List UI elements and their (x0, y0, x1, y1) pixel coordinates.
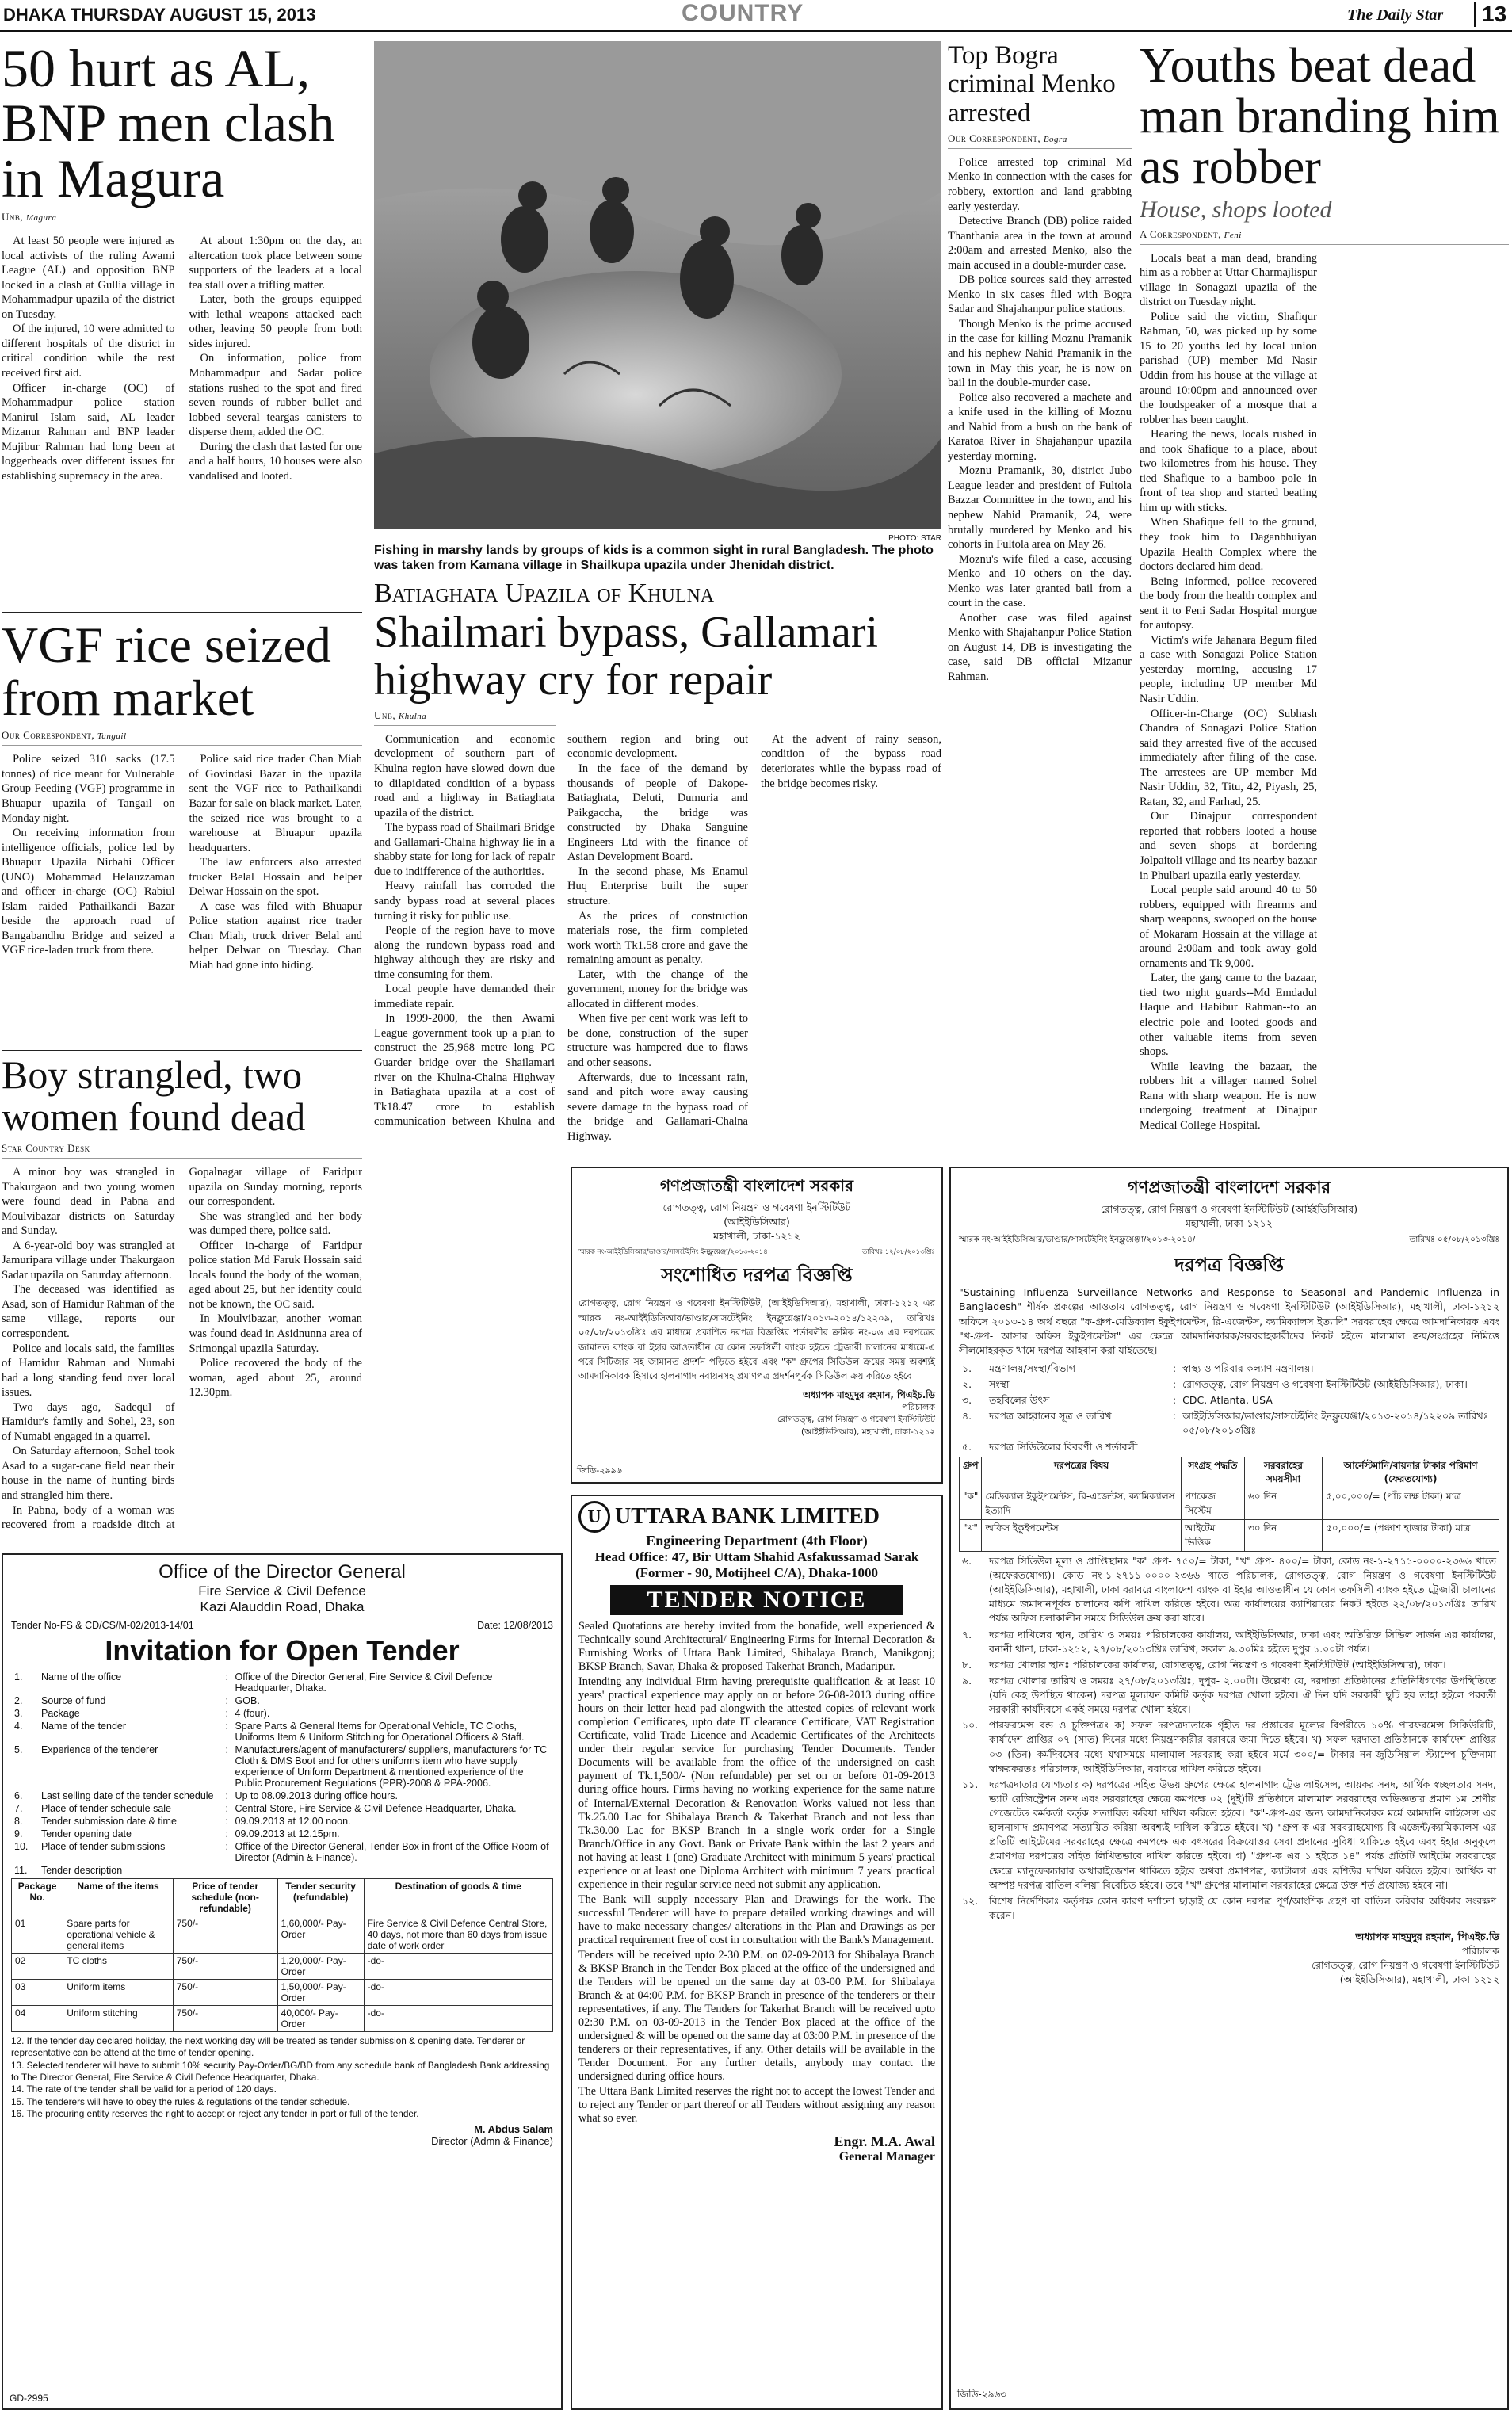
ad-address: মহাখালী, ঢাকা-১২১২ (1186, 1217, 1273, 1230)
detail-row-cell: তহবিলের উৎস (989, 1394, 1050, 1407)
ad-govt: গণপ্রজাতন্ত্রী বাংলাদেশ সরকার (1127, 1178, 1331, 1197)
table-cell: 1,60,000/- Pay-Order (277, 1916, 364, 1954)
detail-row-cell (223, 1864, 232, 1877)
term-row (959, 1777, 1499, 1893)
table-cell: 40,000/- Pay-Order (277, 2006, 364, 2032)
notice-title: Invitation for Open Tender (105, 1634, 460, 1667)
detail-row-cell: 6. (14, 1790, 23, 1801)
notice-table (959, 1457, 1499, 1552)
ad-iedcr-corrigendum (571, 1167, 943, 1484)
article-body: Communication and economic development of southern part of Khulna region have slowed down due to dilapidated condition of a bypass road and a highway in Batiaghata upazila of the district. The bypass road of Shailmari Bridge and Gallamari-Chalna highway lie in a shabby state for long for lack of repair due to indifference of the authorities. Heavy rainfall has corroded the sandy bypass road at several places turning it risky for public use. People of the region have to move along the rundown bypass road and highway although they are risky and time consuming for them. Local people have demanded their immediate repair. In 1999-2000, the then Awami League government took up a plan to construct the 25,968 metre long PC Guarder bridge over the Shailamari river on the Khulna-Chalna Highway in Batiaghata upazila at a cost of Tk18.47 crore to establish communication between Khulna and southern region and bring out economic development. In the face of the demand by thousands of people of Dakope-Batiaghata, Deluti, Dumuria and Paikgaccha, the bridge was constructed by Dhaka Sanguine Engineers Ltd with the finance of Asian Development Board. In the second phase, Ms Enamul Huq Enterprise built the super structure. As the prices of construction materials rose, the firm completed work worth Tk1.58 crore and gave the remaining amount as penalty. Later, with the change of the government, money for the bridge was allocated in different modes. When five per cent work was left to be done, construction of the super structure was hampered due to flaws and other seasons. Afterwards, due to incessant rain, sand and pitch wore away causing severe damage to the bypass road of the bridge and Gallamari-Chalna Highway. At the advent of rainy season, condition of the bypass road deteriorates while the bypass road of the bridge becomes risky. (374, 732, 941, 1143)
detail-row-cell: দরপত্র আহ্বানের সূত্র ও তারিখ (989, 1410, 1112, 1423)
signatory-title: পরিচালক (902, 1402, 935, 1413)
tender-date: Date: 12/08/2013 (477, 1620, 553, 1631)
detail-row-cell: 4 (four). (235, 1708, 270, 1719)
byline: Our Correspondent, Bogra (948, 132, 1132, 149)
tender-note: 14. The rate of the tender shall be valid for a period of 120 days. (11, 2084, 277, 2095)
table-cell: মেডিক্যাল ইকুইপমেন্টস, রি-এজেন্টস, ক্যামিক্যালস ইত্যাদি (982, 1488, 1182, 1520)
detail-row-cell: Manufacturers/agent of manufacturers/ suppliers, manufacturers for TC Cloth & DMS Boot and for others uniforms item who have supply experience of Uniform Department & mentioned experience of the Public Procurement Regulations (PPR)-2008 & PPA-2006. (235, 1744, 548, 1789)
gd-code: GD-2995 (10, 2393, 48, 2404)
masthead (0, 0, 1512, 32)
article-body: At least 50 people were injured as local activists of the ruling Awami League (AL) and opposition BNP locked in a clash at Gullia village in Mohammadpur upazila of the district on Tuesday. Of the injured, 10 were admitted to different hospitals of the district in critical condition while the rest received first aid. Officer in-charge (OC) of Mohammadpur police station Manirul Islam said, AL leader Mizanur Rahman and BNP leader Mujibur Rahman had long been at loggerheads over different issues for establishing supremacy in the area. At about 1:30pm on the day, an altercation took place between some supporters of the leaders at a local tea stall over a trifling matter. Later, both the groups equipped with lethal weapons attacked each other, leaving 50 people from both sides injured. On information, police from Mohammadpur and Sadar police stations rushed to the spot and fired seven rounds of rubber bullet and lobbed several teargas canisters to disperse them, added the OC. During the clash that lasted for one and a half hours, 10 houses were also vandalised and looted. (2, 235, 362, 483)
detail-row-cell (232, 1864, 553, 1877)
memo-date: তারিখঃ ১২/০৮/২০১৩খ্রিঃ (862, 1248, 935, 1257)
gd-code: জিডি-২৯৯৬ (577, 1465, 622, 1476)
table-header: Price of tender schedule (non-refundable) (173, 1879, 277, 1916)
detail-row-cell: : (1172, 1362, 1177, 1374)
detail-row-cell: Tender opening date (41, 1828, 132, 1839)
detail-row-cell: Experience of the tenderer (41, 1744, 158, 1755)
table-row (12, 1954, 553, 1980)
bank-address: Head Office: 47, Bir Uttam Shahid Asfakussamad Sarak (Former - 90, Motijheel C/A), Dhaka-1000 (594, 1549, 919, 1580)
memo-date: তারিখঃ ০৫/০৮/২০১৩খ্রিঃ (1409, 1235, 1499, 1245)
dept-name: Fire Service & Civil Defence (198, 1583, 366, 1599)
table-row (12, 1980, 553, 2006)
table-cell: 03 (12, 1980, 63, 2006)
term-row (959, 1553, 1499, 1627)
term-text: দরপত্র খোলার স্থানঃ পরিচালকের কার্যালয়, রোগতত্ত্ব, রোগ নিয়ন্ত্রণ ও গবেষণা ইনস্টিটিউট (আইইডিসিআর), ঢাকা। (989, 1658, 1446, 1671)
table-cell: আইটেম ভিত্তিক (1182, 1520, 1245, 1552)
term-text: বিশেষ নির্দেশিকাঃ কর্তৃপক্ষ কোন কারণ দর্শানো ছাড়াই যে কোন দরপত্র পূর্ণ/আংশিক গ্রহণ বা বাতিল করিবার অধিকার সংরক্ষণ করেন। (989, 1894, 1496, 1921)
table-cell: 750/- (173, 1980, 277, 2006)
term-number: ১০. (962, 1719, 979, 1732)
detail-row (11, 1694, 553, 1707)
byline: Star Country Desk (2, 1142, 362, 1159)
detail-row (11, 1828, 553, 1840)
tender-note: 16. The procuring entity reserves the right to accept or reject any tender in part or full of the tender. (11, 2107, 419, 2119)
table-row (12, 1916, 553, 1954)
article-menko (948, 41, 1132, 1159)
term-text: দরপত্র সিডিউল মূল্য ও প্রাপ্তিস্থানঃ "ক" গ্রুপ- ৭৫০/= টাকা, "খ" গ্রুপ- ৪০০/= টাকা, কোড নং-১-২৭১১-০০০০-২৩৬৬ খাতে (অফেরতযোগ্য)। কোড নং-১-২৭১১-০০০০-২৩৬৬ খাতে পরিচালক, রোগতত্ত্ব, রোগ নিয়ন্ত্রণ ও গবেষণা ইনস্টিটিউট (আইইডিসিআর), মহাখালী, ঢাকা বরাবরে বাংলাদেশ ব্যাংক বা ইহার আওতাধীন যে কোন তফসিলী ব্যাংক হইতে ট্রেজারী চালানের মাধ্যমে জমাদানপূর্বক চালানের কপি দাখিল করিতে হইবে। অত্র কার্যালয়ের ক্যাশিয়ারের নিকট হইতে ২২/০৮/২০১৩খ্রিঃ তারিখ পর্যন্ত অফিস চলাকালীন সময়ে সিডিউল ক্রয় করা যাবে। (989, 1554, 1496, 1625)
ad-institute-abbr: (আইইডিসিআর) (724, 1216, 790, 1228)
bank-logo-icon: U (578, 1501, 610, 1533)
term-row (959, 1657, 1499, 1673)
headline: VGF rice seized from market (2, 618, 331, 727)
byline: Unb, Khulna (374, 709, 556, 726)
signatory-address: (আইইডিসিআর), মহাখালী, ঢাকা-১২১২ (1339, 1973, 1499, 1986)
article-khulna (374, 579, 941, 1149)
signatory: M. Abdus Salam (474, 2123, 553, 2136)
term-number: ৬. (962, 1554, 972, 1567)
signatory-office: রোগতত্ত্ব, রোগ নিয়ন্ত্রণ ও গবেষণা ইনস্টিটিউট (1312, 1959, 1499, 1972)
signatory-office: রোগতত্ত্ব, রোগ নিয়ন্ত্রণ ও গবেষণা ইনস্টিটিউট (777, 1415, 935, 1425)
notice-title: TENDER NOTICE (610, 1585, 903, 1615)
detail-row (959, 1408, 1499, 1438)
headline: 50 hurt as AL, BNP men clash in Magura (2, 41, 335, 208)
table-cell: ৬০ দিন (1244, 1488, 1322, 1520)
term-number: ৮. (962, 1658, 972, 1671)
table-cell: 01 (12, 1916, 63, 1954)
memo-ref: স্মারক নং-আইইডিসিআর/ভাণ্ডার/সাসটেইনিং ইনফ্লুয়েঞ্জা/২০১৩-২০১৪/ (959, 1235, 1196, 1245)
section-name: COUNTRY (682, 0, 804, 26)
byline: Our Correspondent, Tangail (2, 729, 362, 746)
detail-row (959, 1439, 1499, 1455)
byline: Unb, Magura (2, 211, 362, 227)
office-address: Kazi Alauddin Road, Dhaka (200, 1599, 365, 1614)
detail-row-cell: : (225, 1671, 229, 1683)
term-number: ৭. (962, 1628, 972, 1641)
memo-ref: স্মারক নং-আইইডিসিআর/ভাণ্ডার/সাসটেইনিং ইনফ্লুয়েঞ্জা/২০১৩-২০১৪ (578, 1248, 768, 1257)
detail-row-cell: : (225, 1721, 229, 1732)
ad-institute: রোগতত্ত্ব, রোগ নিয়ন্ত্রণ ও গবেষণা ইনস্টিটিউট (আইইডিসিআর) (1100, 1203, 1358, 1215)
bank-dept: Engineering Department (4th Floor) (646, 1533, 868, 1549)
detail-row-cell: : (1172, 1378, 1177, 1390)
tender-number: Tender No-FS & CD/CS/M-02/2013-14/01 (11, 1620, 194, 1631)
detail-row-cell: 8. (14, 1816, 23, 1827)
detail-row-cell: GOB. (235, 1695, 260, 1706)
detail-row (11, 1744, 553, 1789)
detail-row-cell: Package (41, 1708, 80, 1719)
detail-row-cell: Name of the office (41, 1671, 122, 1683)
tender-details (11, 1671, 553, 1877)
detail-row (11, 1840, 553, 1864)
table-cell: ৩০ দিন (1244, 1520, 1322, 1552)
ad-fire-service (2, 1553, 563, 2410)
detail-row-cell: আইইডিসিআর/ভাণ্ডার/সাসটেইনিং ইনফ্লুয়েঞ্জা/২০১৩-২০১৪/১২২০৯ তারিখঃ ০৫/০৮/২০১৩খ্রিঃ (1182, 1410, 1489, 1437)
byline: A Correspondent, Feni (1140, 228, 1509, 245)
detail-row-cell: : (225, 1790, 229, 1801)
detail-row-cell: : (225, 1695, 229, 1706)
detail-row-cell: Office of the Director General, Fire Service & Civil Defence Headquarter, Dhaka. (235, 1671, 493, 1694)
ad-institute: রোগতত্ত্ব, রোগ নিয়ন্ত্রণ ও গবেষণা ইনস্টিটিউট (662, 1201, 851, 1213)
term-number: ১১. (962, 1778, 979, 1790)
table-cell: Spare parts for operational vehicle & general items (63, 1916, 173, 1954)
detail-row-cell: : (225, 1816, 229, 1827)
table-cell: 750/- (173, 1916, 277, 1954)
detail-row-cell: Source of fund (41, 1695, 106, 1706)
detail-row-cell: Office of the Director General, Tender Box in-front of the Office Room of Director (Admin & Finance). (235, 1841, 549, 1863)
table-header: সরবরাহের সময়সীমা (1244, 1457, 1322, 1488)
bank-name: UTTARA BANK LIMITED (615, 1504, 880, 1529)
table-header: সংগ্রহ পদ্ধতি (1182, 1457, 1245, 1488)
detail-row-cell: ৩. (962, 1394, 972, 1407)
table-cell: Uniform stitching (63, 2006, 173, 2032)
signatory-address: (আইইডিসিআর), মহাখালী, ঢাকা-১২১২ (800, 1427, 935, 1437)
term-text: পারফরমেন্স বন্ড ও চুক্তিপত্রঃ ক) সফল দরপত্রদাতাকে গৃহীত দর প্রস্তাবের মূল্যের বিপরীতে ১০% পারফরমেন্স সিকিউরিটি, কার্যাদেশ প্রাপ্তির ০৭ (সাত) দিনের মধ্যে নিয়ন্ত্রণকারীর বরাবরে জমা দিতে হইবে। খ) সফল দরদাতা প্রতিষ্ঠানকে কার্যাদেশ প্রাপ্তির ০৩ (তিন) কর্মদিবসের মধ্যে যথাসময়ে মালামাল সরবরাহ করা হইবে মর্মে ৩০০/= টাকার নন-জুডিসিয়াল স্ট্যাম্পে চুক্তিনামা স্বাক্ষরকরতঃ পরিচালক, আইইডিসিআর, বরাবরে দাখিল করিতে হইবে। (989, 1719, 1496, 1774)
table-row (960, 1520, 1499, 1552)
table-header: Tender security (refundable) (277, 1879, 364, 1916)
term-row (959, 1717, 1499, 1777)
tender-notes (11, 2035, 553, 2120)
detail-row (11, 1815, 553, 1828)
detail-row-cell: স্বাস্থ্য ও পরিবার কল্যাণ মন্ত্রণালয়। (1182, 1362, 1314, 1374)
subheadline: House, shops looted (1140, 196, 1332, 223)
detail-row-cell: দরপত্র সিডিউলের বিবরণী ও শর্তাবলী (989, 1440, 1138, 1453)
article-magura (2, 41, 362, 612)
detail-row-cell: Place of tender schedule sale (41, 1803, 171, 1814)
detail-row-cell: 9. (14, 1828, 23, 1839)
table-cell: -do- (364, 1954, 552, 1980)
table-header: Name of the items (63, 1879, 173, 1916)
table-cell: 02 (12, 1954, 63, 1980)
signatory-title: পরিচালক (1461, 1945, 1499, 1958)
detail-row-cell: Tender submission date & time (41, 1816, 177, 1827)
detail-row-cell: Place of tender submissions (41, 1841, 166, 1852)
table-cell: 04 (12, 2006, 63, 2032)
table-cell: "খ" (960, 1520, 982, 1552)
detail-row (11, 1671, 553, 1694)
detail-row (959, 1377, 1499, 1392)
table-cell: ৫,০০,০০০/= (পাঁচ লক্ষ টাকা) মাত্র (1323, 1488, 1499, 1520)
table-header: দরপত্রের বিষয় (982, 1457, 1182, 1488)
signatory: অধ্যাপক মাহমুদুর রহমান, পিএইচ.ডি (1355, 1931, 1499, 1943)
table-cell: প্যাকেজ সিস্টেম (1182, 1488, 1245, 1520)
detail-row-cell: Central Store, Fire Service & Civil Defence Headquarter, Dhaka. (235, 1803, 517, 1814)
detail-row-cell: ২. (962, 1378, 972, 1390)
page-number: 13 (1474, 2, 1506, 27)
tender-note: 15. The tenderers will have to obey the rules & regulations of the tender schedule. (11, 2095, 350, 2107)
ad-govt: গণপ্রজাতন্ত্রী বাংলাদেশ সরকার (660, 1176, 853, 1195)
kicker: Batiaghata Upazila of Khulna (374, 579, 715, 608)
article-body: Police seized 310 sacks (17.5 tonnes) of rice meant for Vulnerable Group Feeding (VGF) programme in Bhuapur upazila of Tangail on Monday night. On receiving information from intelligence officials, police led by Bhuapur Upazila Nirbahi Officer (UNO) Mohammad Helauzzaman and officer in-charge (OC) Rabiul Islam raided Pathailkandi Bazar beside the approach road of Bangabandhu Bridge and seized a VGF rice-laden truck from there. Police said rice trader Chan Miah of Govindasi Bazar in the upazila sent the VGF rice to Pathailkandi Bazar for sale on black market. Later, the seized rice was brought to a warehouse at Bhuapur upazila headquarters. The law enforcers also arrested trucker Belal Hossain and helper Delwar Hossain on the spot. A case was filed with Bhuapur Police station against rice trader Chan Miah, truck driver Belal and helper Delwar on Tuesday. Chan Miah had gone into hiding. (2, 753, 362, 972)
table-cell: Fire Service & Civil Defence Central Store, 40 days, not more than 60 days from issue date of work order (364, 1916, 552, 1954)
detail-row-cell: : (225, 1744, 229, 1755)
detail-row-cell: : (1172, 1410, 1177, 1423)
table-header: Destination of goods & time (364, 1879, 552, 1916)
detail-row-cell: 10. (14, 1841, 29, 1852)
term-text: দরপত্র দাখিলের স্থান, তারিখ ও সময়ঃ পরিচালকের কার্যালয়, আইইডিসিআর, ঢাকা এবং অতিরিক্ত সিভিল সার্জন এর কার্যালয়, বনানী থানা, ঢাকা-১২১২, ২৭/০৮/২০১৩খ্রিঃ তারিখ, সকাল ৯.৩০মিঃ হইতে দুপুর ১.০০টা পর্যন্ত। (989, 1628, 1496, 1655)
detail-row (11, 1789, 553, 1802)
article-body: Police arrested top criminal Md Menko in connection with the cases for robbery, extortion and land grabbing early yesterday. Detective Branch (DB) police raided Thanthania area in the town at around 2:00am and arrested Menko, also the main accused in a double-murder case. DB police sources said they arrested Menko in six cases filed with Bogra Sadar and Shajahanpur police stations. Though Menko is the prime accused in the case for killing Moznu Pramanik and his nephew Nahid Pramanik in the town in May this year, he is now on bail in the double-murder case. Police also recovered a machete and a knife used in the killing of Moznu and Nahid from a bush on the bank of Karatoa River in Shajahanpur upazila yesterday morning. Moznu Pramanik, 30, district Jubo League leader and president of Fultola Bazzar Committee in the town, and his nephew Nahid Pramanik, 24, were brutally murdered by Menko and his cohorts in Fultola area on May 26. Moznu's wife filed a case, accusing Menko and 10 others on the day. Menko was later granted bail from a court in the case. Another case was filed against Menko with Shajahanpur Police Station on August 14, DB is investigating the case, said DB official Mizanur Rahman. (948, 155, 1132, 684)
term-row (959, 1627, 1499, 1657)
detail-row-cell: : (1172, 1394, 1177, 1407)
detail-row (11, 1864, 553, 1877)
detail-row-cell: 09.09.2013 at 12.15pm. (235, 1828, 340, 1839)
news-photo (374, 41, 941, 576)
notice-details (959, 1361, 1499, 1455)
table-cell: "ক" (960, 1488, 982, 1520)
detail-row-cell: Up to 08.09.2013 during office hours. (235, 1790, 399, 1801)
ad-uttara-bank (571, 1495, 943, 2410)
table-cell: 1,20,000/- Pay-Order (277, 1954, 364, 1980)
detail-row-cell: ৫. (962, 1440, 972, 1453)
table-header: আর্নেস্টমানি/বায়নার টাকার পরিমাণ (ফেরতযোগ্য) (1323, 1457, 1499, 1488)
detail-row-cell: 09.09.2013 at 12.00 noon. (235, 1816, 351, 1827)
table-cell: 750/- (173, 2006, 277, 2032)
article-feni (1140, 41, 1509, 1159)
table-cell: অফিস ইকুইপমেন্টস (982, 1520, 1182, 1552)
signatory-title: Director (Admn & Finance) (431, 2135, 553, 2148)
article-strangled (2, 1054, 362, 1545)
detail-row-cell: Name of the tender (41, 1721, 127, 1732)
detail-row-cell: : (225, 1828, 229, 1839)
signatory-title: General Manager (838, 2150, 935, 2164)
table-cell: TC cloths (63, 1954, 173, 1980)
detail-row-cell: : (225, 1803, 229, 1814)
notice-title: দরপত্র বিজ্ঞপ্তি (1174, 1254, 1284, 1277)
table-cell: -do- (364, 2006, 552, 2032)
detail-row-cell: Tender description (41, 1865, 123, 1876)
table-cell: -do- (364, 1980, 552, 2006)
office-name: Office of the Director General (158, 1561, 406, 1583)
tender-note: 12. If the tender day declared holiday, the next working day will be treated as tender submission & opening date. Tenderer or representative can be attend at the time of tender opening. (11, 2035, 525, 2059)
detail-row-cell: সংস্থা (989, 1378, 1010, 1390)
detail-row-cell: 5. (14, 1744, 23, 1755)
headline: Shailmari bypass, Gallamari highway cry for repair (374, 608, 879, 705)
dateline: DHAKA THURSDAY AUGUST 15, 2013 (3, 5, 316, 25)
detail-row (959, 1392, 1499, 1408)
detail-row-cell: Spare Parts & General Items for Operational Vehicle, TC Cloths, Uniforms Item & Uniform Stitching for Operational Officers & Staff. (235, 1721, 525, 1743)
detail-row-cell: মন্ত্রণালয়/সংস্থা/বিভাগ (989, 1362, 1076, 1374)
ad-iedcr-tender (949, 1167, 1509, 2410)
article-body: A minor boy was strangled in Thakurgaon and two young women were found dead in Pabna and Moulvibazar districts on Saturday and Sunday. A 6-year-old boy was strangled at Jamuripara village under Thakurgaon Sadar upazila on Saturday afternoon. The deceased was identified as Asad, son of Hamidur Rahman of the same village, reports our correspondent. Police and locals said, the families of Hamidur Rahman and Numabi had a long standing feud over local issues. Two days ago, Sadequl of Hamidur's family and Sohel, 23, son of Numabi engaged in a quarrel. On Saturday afternoon, Sohel took Asad to a sugar-cane field near their house in the name of hunting birds and strangled him there. In Pabna, body of a woman was recovered from a roadside ditch at Gopalnagar village of Faridpur upazila on Sunday morning, reports our correspondent. She was strangled and her body was dumped there, police said. Officer in-charge of Faridpur police station Md Faruk Hossain said locals found the body of the woman, aged about 25, but her identity could not be known, the OC said. In Moulvibazar, another woman was found dead in Asidnunna area of Srimongal upazila Saturday. Police recovered the body of the woman, aged about 25, around 12.30pm. (2, 1166, 362, 1532)
table-header: গ্রুপ (960, 1457, 982, 1488)
detail-row (11, 1720, 553, 1744)
table-cell: Uniform items (63, 1980, 173, 2006)
detail-row-cell (1170, 1439, 1179, 1455)
table-row (960, 1488, 1499, 1520)
term-text: দরপত্র খোলার তারিখ ও সময়ঃ ২৭/০৮/২০১৩খ্রিঃ, দুপুর- ২.০০টা। উল্লেখ্য যে, দরদাতা প্রতিষ্ঠানের প্রতিনিধিগণের উপস্থিতিতে (যদি কেহ উপস্থিত থাকেন) দরপত্র মূল্যায়ন কমিটি কর্তৃক দরপত্র খোলা হইবে। ঐ দিন যদি সরকারী ছুটি হয় তাহা হইলে পরবর্তী সরকারী কার্যদিবসে একই সময়ে দরপত্র খোলা হইবে। (989, 1674, 1496, 1716)
detail-row-cell (1179, 1439, 1499, 1455)
table-cell: ৫০,০০০/= (পঞ্চাশ হাজার টাকা) মাত্র (1323, 1520, 1499, 1552)
notice-terms (959, 1553, 1499, 1923)
tender-table (11, 1878, 553, 2032)
signatory: অধ্যাপক মাহমুদুর রহমান, পিএইচ.ডি (803, 1388, 935, 1400)
detail-row (11, 1802, 553, 1815)
notice-title: সংশোধিত দরপত্র বিজ্ঞপ্তি (661, 1264, 853, 1287)
detail-row-cell: 11. (14, 1865, 28, 1876)
term-row (959, 1673, 1499, 1717)
detail-row-cell: ১. (962, 1362, 972, 1374)
table-cell: 1,50,000/- Pay-Order (277, 1980, 364, 2006)
table-header: Package No. (12, 1879, 63, 1916)
headline: Boy strangled, two women found dead (2, 1054, 306, 1139)
photo-caption: Fishing in marshy lands by groups of kids is a common sight in rural Bangladesh. The photo was taken from Kamana village in Shailkupa upazila under Jhenidah district. (374, 544, 934, 573)
detail-row-cell: Last selling date of the tender schedule (41, 1790, 214, 1801)
detail-row-cell: 3. (14, 1708, 23, 1719)
term-text: দরপত্রদাতার যোগ্যতাঃ ক) দরপত্রের সহিত উভয় গ্রুপের ক্ষেত্রে হালনাগাদ ট্রেড লাইসেন্স, আয়কর সনদ, আর্থিক স্বচ্ছলতার সনদ, ভ্যাট রেজিস্ট্রেশন সনদ এবং সরবরাহের ক্ষেত্রে কমপক্ষে ০২ (দুই)টি প্রতিষ্ঠানে মালামাল সরবরাহের অভিজ্ঞতার প্রমাণ ১ম শ্রেণীর গেজেটেড কর্মকর্তা কর্তৃক সত্যায়িত করিয়া দাখিল করিতে হইবে। "ক"-গ্রুপ-এর জন্য আমদানিকারক মর্মে আমদানি লাইসেন্স এর হালনাগাদ প্রমাণপত্র সত্যায়িত করিয়া অবশ্যই দাখিল করিতে হইবে। খ) "গ্রুপ-ক-এর সরবরাহযোগ্য রি-এজেন্ট/ক্যামিক্যালস এর প্রতিটি আইটেমের সরবরাহের ক্ষেত্রে কমপক্ষে এক বৎসরের বিক্রয়োত্তর সেবা প্রদানের সুবিধা থাকিতে হইবে এবং ইহার অনুকূলে প্রমাণপত্র দরপত্রের সহিত লিখিতভাবে দাখিল করিতে হইবে। গ) "গ্রুপ-ক এর ১ হইতে ১৪" পর্যন্ত প্রতিটি আইটেম সরবরাহের ক্ষেত্রে ম্যানুফেকচারার অথারাইজেশন থাকিতে হইবে অথবা প্রমাণপত্র, ক্যাটালগ এবং ব্রশিউর দাখিল করিতে হইবে। আর্থিক বা অস্পষ্ট দরপত্র বাতিল বলিয়া বিবেচিত হইবে। তবে "খ" গ্রুপের মালামাল সরবরাহের ক্ষেত্রে উক্ত শর্ত প্রযোজ্য হইবে না। (989, 1778, 1496, 1891)
tender-note: 13. Selected tenderer will have to submit 10% security Pay-Order/BG/BD from any schedule bank of Bangladesh Bank addressing to The Director General, Fire Service & Civil Defence Headquarter, Dhaka. (11, 2059, 550, 2083)
headline: Youths beat dead man branding him as robber (1140, 41, 1500, 194)
article-body: Locals beat a man dead, branding him as a robber at Uttar Charmajlispur village in Sonagazi upazila of the district on Tuesday night. Police said the victim, Shafiqur Rahman, 50, was picked up by some 15 to 20 youths led by local union parishad (UP) member Md Nasir Uddin from his house at the village at around 10:00pm and announced over the loudspeaker of a mosque that a robber has been caught. Hearing the news, locals rushed in and took Shafique to a place, about two kilometres from his house. They tied Shafique to a bamboo pole in front of tea shop and started beating him up with sticks. When Shafique fell to the ground, they took him to Daganbhuiyan Upazila Health Complex where the doctors declared him dead. Being informed, police recovered the body from the health complex and sent it to Feni Sadar Hospital morgue for autopsy. Victim's wife Jahanara Begum filed a case with Sonagazi Police Station yesterday morning, accusing 17 people, including UP member Md Nasir Uddin. Officer-in-Charge (OC) Subhash Chandra of Sonagazi Police Station said they arrested five of the accused immediately after filing of the case. The arrestees are UP member Md Nasir Uddin, 32, Titu, 42, Piyash, 25, Ratan, 32, and Farhad, 25. Our Dinajpur correspondent reported that robbers looted a house and seven shops at bordering Jolpaitoli village and its nearby bazaar in Phulbari upazila early yesterday. Local people said around 40 to 50 robbers, equipped with firearms and sharp weapons, swooped on the house of Mokaram Hossain at the village at around 2:00am and took away gold ornaments and Tk 9,000. Later, the gang came to the bazaar, tied two night guards--Md Emdadul Haque and Habibur Rahman--to an electric pole and looted goods and other valuable items from seven shops. While leaving the bazaar, the robbers hit a villager named Sohel Rana with sharp weapon. He is now undergoing treatment at Dinajpur Medical College Hospital. (1140, 251, 1317, 1132)
term-number: ৯. (962, 1674, 972, 1686)
gd-code: জিডি-২৯৬৩ (957, 2389, 1006, 2400)
detail-row-cell: : (225, 1841, 229, 1852)
term-row (959, 1893, 1499, 1923)
detail-row-cell: 1. (14, 1671, 23, 1683)
article-vgf (2, 618, 362, 1062)
detail-row-cell: 4. (14, 1721, 23, 1732)
detail-row-cell: : (225, 1708, 229, 1719)
signatory: Engr. M.A. Awal (834, 2133, 935, 2150)
detail-row-cell: ৪. (962, 1410, 972, 1423)
ad-address: মহাখালী, ঢাকা-১২১২ (713, 1230, 800, 1243)
photo-image (374, 41, 941, 529)
detail-row (959, 1361, 1499, 1377)
photo-credit: PHOTO: STAR (888, 534, 941, 543)
notice-intro: "Sustaining Influenza Surveillance Networks and Response to Seasonal and Pandemic Influenza in Bangladesh" শীর্ষক প্রকল্পের আওতায় রোগতত্ত্ব, রোগ নিয়ন্ত্রণ ও গবেষণা ইনস্টিটিউট (আইইডিসিআর), মহাখালী, ঢাকা-১২১২ অফিসে ২০১৩-১৪ অর্থ বছরে "ক-গ্রুপ-মেডিক্যাল ইকুইপমেন্টস, রি-এজেন্টস, ক্যামিক্যালস ইত্যাদি" সরবরাহের ক্ষেত্রে আমদানিকারক এবং "খ-গ্রুপ- আসার অফিস ইকুইপমেন্টস" এর ক্ষেত্রে আমদানিকারক/সরবরাহকারীদের নিকট হইতে মালামাল ক্রয়/সংগ্রহের নিমিত্তে সীলমোহরকৃত খামে দরপত্র আহবান করা যাইতেছে। (959, 1286, 1499, 1356)
detail-row (11, 1707, 553, 1720)
detail-row-cell: 2. (14, 1695, 23, 1706)
notice-body: রোগতত্ত্ব, রোগ নিয়ন্ত্রণ ও গবেষণা ইনস্টিটিউট, (আইইডিসিআর), মহাখালী, ঢাকা-১২১২ এর স্মারক নং-আইইডিসিআর/ভাণ্ডার/সাসটেইনিং ইনফ্লুয়েঞ্জা/২০১৩-২০১৪/১২২০৯, তারিখঃ ০৫/০৮/২০১৩খ্রিঃ এর মাধ্যমে প্রকাশিত দরপত্র বিজ্ঞপ্তির শর্তাবলীর ক্রমিক নং-০৬ এর দরপত্রের জামানত ব্যাংক বা ইহার আওতাধীন যে কোন তফসিলী ব্যাংক হইতে ট্রেজারী চালানের মাধ্যমে-এ পরে সিটিজার সহ জামানত প্রদর্শন পড়িতে হইবে এবং "ক" গ্রুপের সিডিউল ক্রয়ের সময় অবশ্যই আমদানিকারক হিসাবে হালনাগাদ নবায়নসহ প্রমাণপত্র প্রদর্শনপূর্বক সিডিউল ক্রয় করিতে হইবে। (578, 1297, 935, 1382)
paper-logo: The Daily Star (1347, 6, 1444, 24)
headline: Top Bogra criminal Menko arrested (948, 41, 1116, 128)
table-cell: 750/- (173, 1954, 277, 1980)
table-row (12, 2006, 553, 2032)
term-number: ১২. (962, 1894, 979, 1907)
notice-body: Sealed Quotations are hereby invited from the bonafide, well experienced & Technically sound Architectural/ Engineering Firms for Internal Decoration & Furnishing Works of Uttara Bank Limited, Shibalaya Branch, Manikgonj; BKSP Branch, Savar, Dhaka & proposed Takerhat Branch, Madaripur. Intending any individual Firm having prerequisite qualification & at least 10 years' practical experience may apply on or before 26-08-2013 during office hours on their letter head pad alongwith the attested copies of relevant work completion Certificates, upto date IT clearance Certificate, VAT Registration Certificate, valid Trade Licence and Academic Certificates of the Architects under their regular service for purchasing Tender Documents. Tender Documents will be available from the office of the undersigned on cash payment of Tk.1,500/- (Non refundable) per set on or before 01-09-2013 during office hours. Firms having no working experience for the same nature of Internal/External Decoration & Renovation Works valued not less than Tk.25.00 Lac for Shibalaya Branch & Takerhat Branch and not less than Tk.30.00 Lac for BKSP Branch in a single work order for a Single Branch/Office in any Govt. Bank or Private Bank within the last 2 years and not having at least 1 (one) Graduate Architect with minimum 5 years' practical experience or at least one Diploma Architect with minimum 7 years' practical experience in their regular service need not submit any application. The Bank will supply necessary Plan and Drawings for the work. The successful Tenderer will have to prepare detailed working drawings and will have to make necessary changes/ alterations in the Plan and Drawings as per practical requirement free of cost in consultation with the Bank's Management. Tenders will be received upto 2-30 P.M. on 02-09-2013 for Shibalaya Branch & BKSP Branch in the Tender Box placed at the office of the undersigned and the Tenders will be opened on the same day at 03-00 P.M. for Shibalaya Branch & at 04:00 P.M. for BKSP Branch in presence of the tenderers or their representatives, if any. The Tenders for Takerhat Branch will be received upto 02:30 P.M. on 03-09-2013 in the Tender Box placed at the office of the undersigned & will be opened on the same day at 03:00 P.M. in presence of the tenderers or their representatives, if any. Other details will be available in the Tender Document. For any further details, anybody may contact the undersigned during office hours. The Uttara Bank Limited reserves the right not to accept the lowest Tender and to reject any Tender or part thereof or all Tenders without assigning any reason what so ever. (578, 1620, 935, 2126)
detail-row-cell: CDC, Atlanta, USA (1182, 1394, 1273, 1407)
detail-row-cell: রোগতত্ত্ব, রোগ নিয়ন্ত্রণ ও গবেষণা ইনস্টিটিউট (আইইডিসিআর), ঢাকা। (1182, 1378, 1468, 1390)
detail-row-cell: 7. (14, 1803, 23, 1814)
